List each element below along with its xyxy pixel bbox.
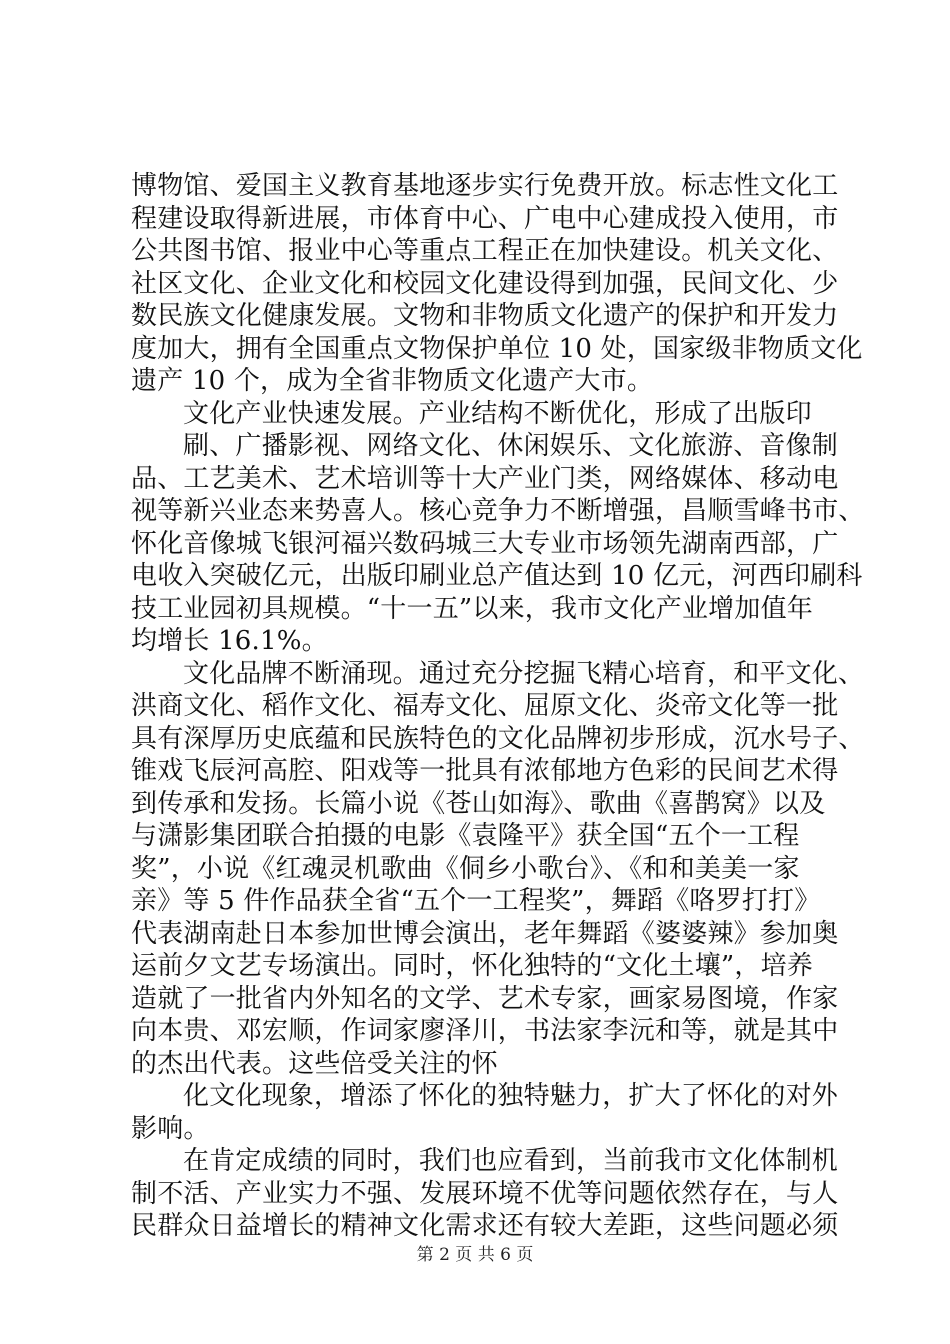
text-line: 视等新兴业态来势喜人。核心竞争力不断增强，昌顺雪峰书市、 [131, 496, 865, 526]
text-line: 刷、广播影视、网络文化、休闲娱乐、文化旅游、音像制 [183, 431, 839, 461]
text-line: 的杰出代表。这些倍受关注的怀 [131, 1048, 498, 1079]
text-line: 技工业园初具规模。“十一五”以来，我市文化产业增加值年 [131, 593, 813, 624]
text-line: 锥戏飞辰河高腔、阳戏等一批具有浓郁地方色彩的民间艺术得 [131, 756, 839, 786]
text-line: 代表湖南赴日本参加世博会演出，老年舞蹈《婆婆辣》参加奥 [131, 918, 839, 949]
page-footer: 第 2 页 共 6 页 [416, 1245, 534, 1265]
text-line: 与潇影集团联合拍摄的电影《袁隆平》获全国“五个一工程 [131, 821, 800, 851]
text-line: 怀化音像城飞银河福兴数码城三大专业市场领先湖南西部，广 [131, 528, 839, 559]
text-line: 品、工艺美术、艺术培训等十大产业门类，网络媒体、移动电 [131, 463, 839, 494]
text-line: 运前夕文艺专场演出。同时，怀化独特的“文化土壤”，培养 [131, 951, 813, 981]
text-line: 制不活、产业实力不强、发展环境不优等问题依然存在，与人 [131, 1178, 839, 1209]
text-line: 影响。 [131, 1113, 210, 1144]
text-line: 奖”，小说《红魂灵机歌曲《侗乡小歌台》、《和和美美一家 [131, 853, 800, 884]
text-line: 向本贵、邓宏顺，作词家廖泽川，书法家李沅和等，就是其中 [131, 1016, 839, 1046]
text-line: 度加大，拥有全国重点文物保护单位 10 处，国家级非物质文化 [131, 333, 863, 364]
text-line: 具有深厚历史底蕴和民族特色的文化品牌初步形成，沉水号子、 [131, 723, 865, 754]
text-line: 均增长 16.1%。 [131, 626, 328, 656]
body-text [131, 170, 865, 1243]
text-line: 到传承和发扬。长篇小说《苍山如海》、歌曲《喜鹊窝》以及 [131, 788, 826, 819]
text-line: 造就了一批省内外知名的文学、艺术专家，画家易图境，作家 [131, 983, 839, 1014]
text-line: 遗产 10 个，成为全省非物质文化遗产大市。 [131, 366, 654, 396]
text-line: 洪商文化、稻作文化、福寿文化、屈原文化、炎帝文化等一批 [131, 691, 839, 721]
text-line: 程建设取得新进展，市体育中心、广电中心建成投入使用，市 [131, 203, 839, 234]
text-line: 化文化现象，增添了怀化的独特魅力，扩大了怀化的对外 [183, 1081, 839, 1111]
text-line: 社区文化、企业文化和校园文化建设得到加强，民间文化、少 [131, 268, 839, 299]
text-line: 文化产业快速发展。产业结构不断优化，形成了出版印 [183, 398, 812, 429]
text-line: 数民族文化健康发展。文物和非物质文化遗产的保护和开发力 [131, 301, 839, 331]
text-line: 民群众日益增长的精神文化需求还有较大差距，这些问题必须 [131, 1211, 839, 1241]
text-line: 在肯定成绩的同时，我们也应看到，当前我市文化体制机 [183, 1146, 839, 1176]
text-line: 公共图书馆、报业中心等重点工程正在加快建设。机关文化、 [131, 236, 839, 266]
text-line: 博物馆、爱国主义教育基地逐步实行免费开放。标志性文化工 [131, 171, 839, 201]
text-line: 亲》等 5 件作品获全省“五个一工程奖”，舞蹈《咯罗打打》 [131, 886, 821, 916]
text-line: 文化品牌不断涌现。通过充分挖掘飞精心培育，和平文化、 [183, 658, 865, 689]
text-line: 电收入突破亿元，出版印刷业总产值达到 10 亿元，河西印刷科 [131, 561, 863, 591]
